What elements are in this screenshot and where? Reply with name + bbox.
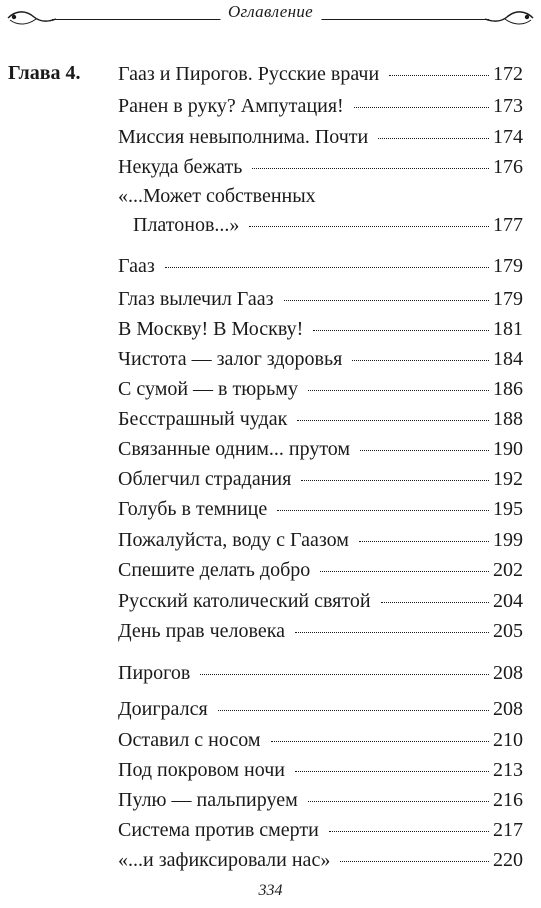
toc-entry-title: Чистота — залог здоровья <box>118 348 343 370</box>
dot-leader <box>381 602 489 603</box>
dot-leader <box>308 801 489 802</box>
dot-leader <box>277 510 489 511</box>
toc-entry-title: Гааз и Пирогов. Русские врачи <box>118 63 380 85</box>
toc-entry-page: 202 <box>493 559 523 581</box>
toc-entry[interactable] <box>118 437 523 461</box>
toc-entry[interactable] <box>118 62 523 86</box>
dot-leader <box>295 771 489 772</box>
toc-entry[interactable] <box>118 125 523 149</box>
dot-leader <box>360 450 489 451</box>
dot-leader <box>271 741 489 742</box>
toc-entry-title: «...и зафиксировали нас» <box>118 849 331 871</box>
toc-entry-page: 173 <box>493 95 523 117</box>
toc-entry-title: Оставил с носом <box>118 729 261 751</box>
dot-leader <box>165 267 489 268</box>
toc-entry-page: 174 <box>493 126 523 148</box>
toc-entry-title: Доигрался <box>118 698 208 720</box>
toc-entry-page: 210 <box>493 729 523 751</box>
right-flourish-icon <box>483 6 535 30</box>
page-number: 334 <box>258 882 283 899</box>
dot-leader <box>297 420 489 421</box>
toc-entry-title: В Москву! В Москву! <box>118 318 304 340</box>
toc-entry-page: 205 <box>493 620 523 642</box>
toc-entry-title: Русский католический святой <box>118 590 371 612</box>
toc-entry[interactable] <box>118 788 523 812</box>
dot-leader <box>354 107 489 108</box>
toc-entry[interactable] <box>118 758 523 782</box>
dot-leader <box>249 226 489 227</box>
header-title: Оглавление <box>220 2 321 22</box>
toc-entry-title: Голубь в темнице <box>118 498 268 520</box>
toc-entry[interactable] <box>118 619 523 643</box>
dot-leader <box>313 330 489 331</box>
toc-entry-page: 208 <box>493 662 523 684</box>
toc-entry[interactable] <box>118 347 523 371</box>
toc-entry-title: День прав человека <box>118 620 286 642</box>
toc-entry-title: Связанные одним... прутом <box>118 438 351 460</box>
toc-entry-page: 172 <box>493 63 523 85</box>
toc-entry-page: 204 <box>493 590 523 612</box>
toc-entry-title: Гааз <box>118 255 155 277</box>
toc-entry[interactable] <box>118 317 523 341</box>
toc-entry[interactable] <box>118 497 523 521</box>
toc-entry-page: 176 <box>493 156 523 178</box>
toc-entry[interactable] <box>118 818 523 842</box>
toc-entry-title: Система против смерти <box>118 819 319 841</box>
dot-leader <box>308 390 489 391</box>
dot-leader <box>301 480 489 481</box>
toc-entry[interactable] <box>118 528 523 552</box>
toc-entry-page: 213 <box>493 759 523 781</box>
toc-section-heading[interactable] <box>118 661 523 685</box>
chapter-label: Глава 4. <box>8 62 81 84</box>
toc-entry[interactable] <box>118 589 523 613</box>
toc-entry-title: Пирогов <box>118 662 191 684</box>
dot-leader <box>218 710 489 711</box>
toc-entry-page: 208 <box>493 698 523 720</box>
dot-leader <box>359 541 489 542</box>
toc-entry-page: 216 <box>493 789 523 811</box>
toc-entry-page: 186 <box>493 378 523 400</box>
toc-entry-page: 177 <box>493 214 523 236</box>
toc-entry-title: С сумой — в тюрьму <box>118 378 298 400</box>
left-flourish-icon <box>6 6 58 30</box>
toc-entry-page: 188 <box>493 408 523 430</box>
dot-leader <box>378 138 489 139</box>
dot-leader <box>295 632 489 633</box>
toc-entry-page: 184 <box>493 348 523 370</box>
toc-entry[interactable] <box>118 184 523 237</box>
toc-entry-title: Пожалуйста, воду с Гаазом <box>118 529 349 551</box>
toc-entry-page: 217 <box>493 819 523 841</box>
toc-entry[interactable] <box>118 467 523 491</box>
toc-entry-page: 220 <box>493 849 523 871</box>
dot-leader <box>352 360 489 361</box>
toc-entry-page: 181 <box>493 318 523 340</box>
toc-entry-page: 199 <box>493 529 523 551</box>
dot-leader <box>340 861 489 862</box>
toc-entry[interactable] <box>118 287 523 311</box>
toc-entry-title: Спешите делать добро <box>118 559 311 581</box>
toc-entry-title: Миссия невыполнима. Почти <box>118 126 369 148</box>
toc-entry[interactable] <box>118 558 523 582</box>
toc-entry-title: «...Может собственных <box>118 185 316 207</box>
dot-leader <box>389 75 489 76</box>
toc-entry-title: Глаз вылечил Гааз <box>118 288 274 310</box>
dot-leader <box>200 674 489 675</box>
toc-entry-page: 179 <box>493 255 523 277</box>
toc-entry[interactable] <box>118 377 523 401</box>
toc-entry[interactable] <box>118 848 523 872</box>
toc-entry-page: 179 <box>493 288 523 310</box>
toc-entry-page: 195 <box>493 498 523 520</box>
toc-entry-title: Некуда бежать <box>118 156 243 178</box>
dot-leader <box>252 168 489 169</box>
toc-entry[interactable] <box>118 407 523 431</box>
toc-entry[interactable] <box>118 697 523 721</box>
toc-entry[interactable] <box>118 728 523 752</box>
toc-entry-title: Ранен в руку? Ампутация! <box>118 95 344 117</box>
dot-leader <box>284 300 489 301</box>
toc-entry[interactable] <box>118 155 523 179</box>
toc-entry-page: 192 <box>493 468 523 490</box>
toc-entry-title-continued: Платонов...» <box>133 214 240 236</box>
toc-entry-title: Пулю — пальпируем <box>118 789 298 811</box>
toc-section-heading[interactable] <box>118 254 523 278</box>
dot-leader <box>329 831 489 832</box>
toc-entry-page: 190 <box>493 438 523 460</box>
toc-entry-title: Облегчил страдания <box>118 468 292 490</box>
toc-entry[interactable] <box>118 94 523 118</box>
dot-leader <box>320 571 489 572</box>
toc-entry-title: Под покровом ночи <box>118 759 285 781</box>
toc-entry-title: Бесстрашный чудак <box>118 408 288 430</box>
running-header <box>0 0 541 30</box>
